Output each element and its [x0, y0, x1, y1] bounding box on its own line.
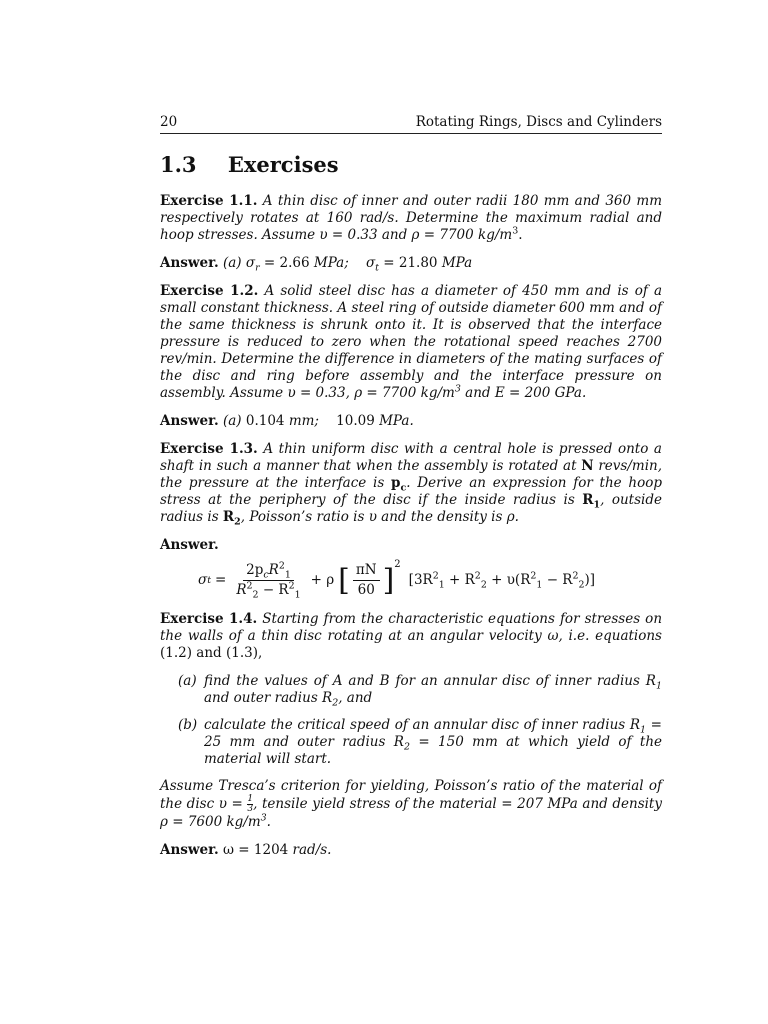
answer-1-4: Answer. ω = 1204 rad/s. [160, 842, 332, 858]
exercise-text: A thin disc of inner and outer radii 180 mm and 360 mm respectively rotates at 160 rad/s. Determine the maximum radial and hoop stresses. Assume υ = 0.33 and ρ = 7700 kg/m [160, 193, 663, 243]
running-title: Rotating Rings, Discs and Cylinders [415, 114, 662, 130]
answer-label: Answer. [160, 413, 219, 429]
exercise-label: Exercise 1.2. [160, 283, 259, 299]
fraction-speed: $\frac{\pi N}{60}$ [353, 562, 380, 599]
hoop-stress-formula: σ t = $\frac{2p_cR^2_1}{R^2_2 - R^2_1}$ + ρ [ $\frac{\pi N}{60}$ ] 2 $[3R^2_1 + R^2_2 + \upsilon(R^2_1 - R^2_2)]$ [198, 559, 596, 601]
exercise-text: A solid steel disc has a diameter of 450 mm and is of a small constant thickness. A steel ring of outside diameter 600 mm and of the same thickness is shrunk onto it. It is observed that the interface pressure is reduced to zero when the rotational speed reaches 2700 rev/min. Determine the difference in diameters of the mating surfaces of the disc and ring before assembly and the interface pressure on assembly. Assume υ = 0.33, ρ = 7700 kg/m [160, 283, 663, 401]
exercise-1-1: Exercise 1.1. A thin disc of inner and outer radii 180 mm and 360 mm respectively rotates at 160 rad/s. Determine the maximum radial and hoop stresses. Assume υ = 0.33 and ρ = 7700 $kg/m^3$. [160, 193, 663, 243]
answer-1-3 [160, 537, 662, 554]
exercise-1-4-parts [178, 673, 662, 768]
section-heading [160, 152, 339, 177]
list-item: (b) calculate the critical speed of an annular disc of inner radius $R_1 = 25$ mm and outer radius $R_2 = 150$ mm at which yield of the material will start. [178, 717, 663, 767]
exercise-1-2: Exercise 1.2. A solid steel disc has a diameter of 450 mm and is of a small constant thickness. A steel ring of outside diameter 600 mm and of the same thickness is shrunk onto it. It is observed that the interface pressure is reduced to zero when the rotational speed reaches 2700 rev/min. Determine the difference in diameters of the mating surfaces of the disc and ring before assembly and the interface pressure on assembly. Assume υ = 0.33, ρ = 7700 $kg/m^3$ and E = 200 GPa. [160, 283, 663, 401]
running-header [160, 114, 662, 134]
list-item: (a) find the values of A and B for an annular disc of inner radius $R_1$ and outer radius $R_2$, and [178, 673, 662, 709]
fraction-one-third: $\frac{1}{3}$ [247, 794, 254, 814]
answer-label: Answer. [160, 537, 219, 553]
exercise-1-3: Exercise 1.3. A thin uniform disc with a central hole is pressed onto a shaft in such a manner that when the assembly is rotated at N revs/min, the pressure at the interface is $p_c$. Derive an expression for the hoop stress at the periphery of the disc if the inside radius is $R_1$, outside radius is $R_2$, Poisson’s ratio is υ and the density is ρ. [160, 441, 662, 528]
section-title: Exercises [227, 152, 339, 177]
answer-label: Answer. [160, 842, 219, 858]
answer-label: Answer. [160, 255, 219, 271]
answer-1-2: Answer. (a) 0.104 mm; 10.09 MPa. [160, 413, 414, 429]
exercise-label: Exercise 1.4. [160, 611, 258, 627]
exercise-label: Exercise 1.1. [160, 193, 258, 209]
exercise-label: Exercise 1.3. [160, 441, 258, 457]
page-number: 20 [160, 114, 178, 130]
body-text [160, 193, 662, 870]
exercise-1-4: Exercise 1.4. Starting from the characteristic equations for stresses on the walls of a thin disc rotating at an angular velocity ω, i.e. equations (1.2) and (1.3), [160, 611, 663, 661]
section-number: 1.3 [160, 152, 197, 177]
fraction-pressure: $\frac{2p_cR^2_1}{R^2_2 - R^2_1}$ [236, 560, 301, 601]
exercise-1-4-assumptions: Assume Tresca’s criterion for yielding, Poisson’s ratio of the material of the disc υ = $\frac{1}{3}$ , tensile yield stress of the material = 207 MPa and density ρ = 7600 $kg/m^3$. [160, 778, 662, 830]
answer-1-1: Answer. (a) $\sigma_r = 2.66$ MPa; $\sigma_t = 21.80$ MPa [160, 255, 473, 274]
